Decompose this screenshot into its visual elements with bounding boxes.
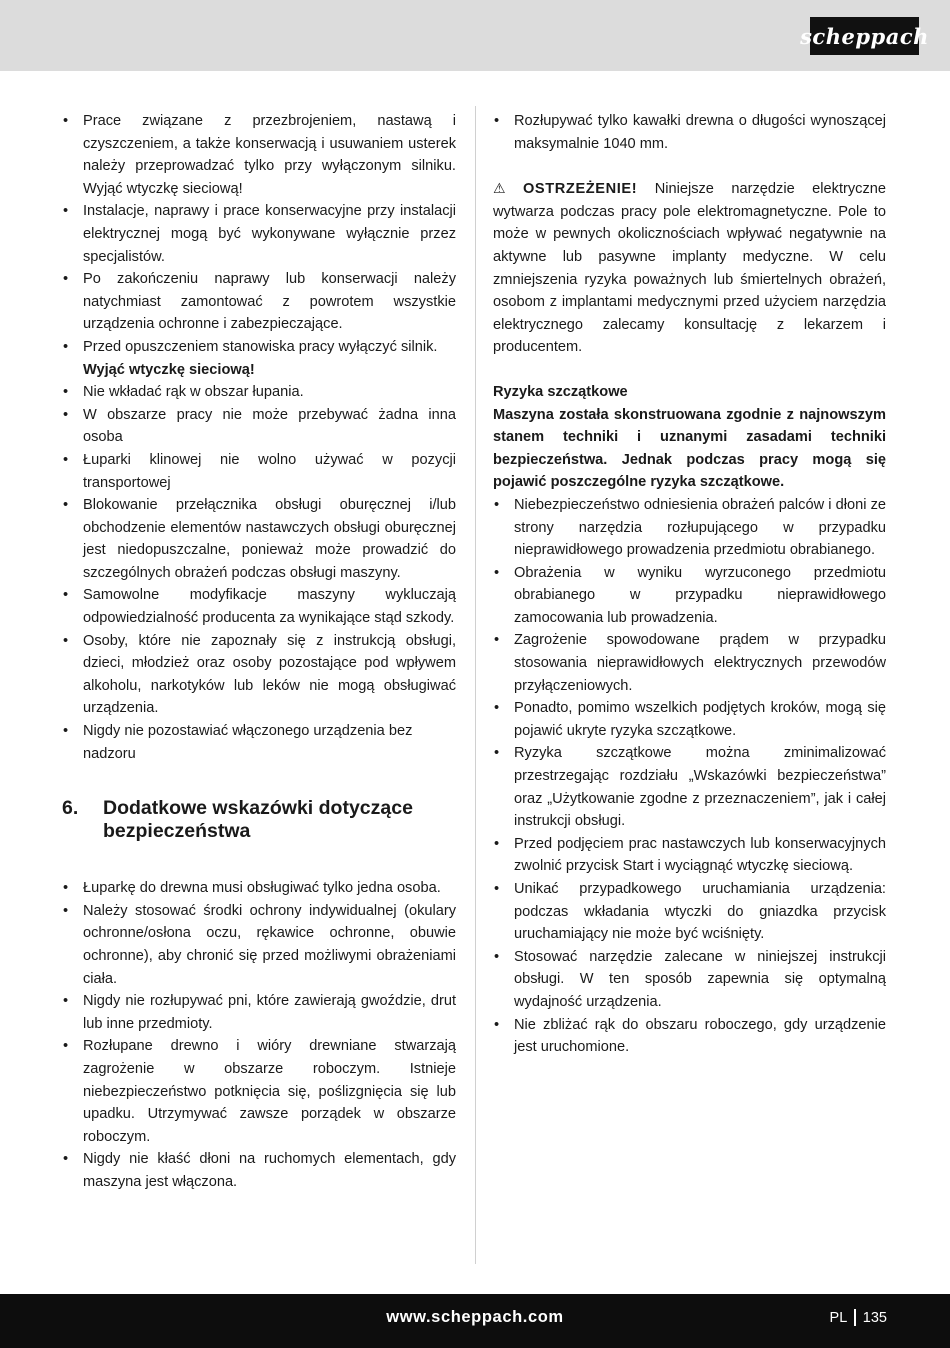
list-item: • Rozłupane drewno i wióry drewniane stwarzają zagrożenie w obszarze roboczym. Istnieje niebezpieczeństwo potknięcia się, poślizgnięcia się lub upadku. Utrzymywać zawsze porządek w obszarze roboczym. — [62, 1035, 456, 1148]
list-item: • Instalacje, naprawy i prace konserwacyjne przy instalacji elektrycznej mogą być wykonywane wyłącznie przez specjalistów. — [62, 200, 456, 268]
list-item: • Łuparki klinowej nie wolno używać w pozycji transportowej — [62, 449, 456, 494]
section-heading — [62, 797, 456, 843]
page-info — [830, 1309, 887, 1326]
warning-icon: ⚠ — [493, 180, 519, 197]
section-title: Dodatkowe wskazówki dotyczące bezpieczeństwa — [103, 797, 413, 843]
emphasis-text: Wyjąć wtyczkę sieciową! — [83, 361, 255, 378]
list-item: • Nie wkładać rąk w obszar łupania. — [62, 381, 456, 404]
list-item: • Po zakończeniu naprawy lub konserwacji należy natychmiast zamontować z powrotem wszystkie urządzenia ochronne i zabezpieczające. — [62, 268, 456, 336]
safety-list-top — [62, 110, 456, 765]
footer-bar — [0, 1294, 950, 1348]
section-number: 6. — [62, 797, 79, 820]
header-bar — [0, 0, 950, 71]
list-item: • Przed opuszczeniem stanowiska pracy wyłączyć silnik. Wyjąć wtyczkę sieciową! — [62, 336, 456, 381]
list-item: • Samowolne modyfikacje maszyny wykluczają odpowiedzialność producenta za wynikające stąd szkody. — [62, 584, 456, 629]
warning-label: OSTRZEŻENIE! — [522, 181, 638, 198]
list-item: • Ryzyka szczątkowe można zminimalizować przestrzegając rozdziału „Wskazówki bezpieczeństwa” oraz „Użytkowanie zgodne z przeznaczeniem”, jak i całej instrukcji obsługi. — [493, 742, 886, 832]
website-link[interactable]: www.scheppach.com — [386, 1308, 564, 1326]
residual-risks-title: Ryzyka szczątkowe — [493, 383, 628, 400]
list-item: • Niebezpieczeństwo odniesienia obrażeń palców i dłoni ze strony narzędzia rozłupującego w przypadku nieprawidłowego prowadzenia przedmiotu obrabianego. — [493, 494, 886, 562]
length-list — [493, 110, 886, 155]
list-item: • Rozłupywać tylko kawałki drewna o długości wynoszącej maksymalnie 1040 mm. — [493, 110, 886, 155]
list-item: • Blokowanie przełącznika obsługi oburęcznej i/lub obchodzenie elementów nastawczych obsługi oburęcznej jest niedopuszczalne, ponieważ może prowadzić do szczególnych obrażeń podczas obsługi maszyny. — [62, 494, 456, 584]
list-item: • Przed podjęciem prac nastawczych lub konserwacyjnych zwolnić przycisk Start i wyciągnąć wtyczkę sieciową. — [493, 833, 886, 878]
column-divider — [475, 106, 476, 1264]
warning-paragraph — [493, 177, 886, 359]
residual-risks-list — [493, 494, 886, 1059]
list-item: • Ponadto, pomimo wszelkich podjętych kroków, mogą się pojawić ukryte ryzyka szczątkowe. — [493, 697, 886, 742]
list-item: • Należy stosować środki ochrony indywidualnej (okulary ochronne/osłona oczu, rękawice ochronne, obuwie ochronne), aby chronić się przed możliwymi obrażeniami ciała. — [62, 900, 456, 990]
list-item: • Nigdy nie kłaść dłoni na ruchomych elementach, gdy maszyna jest włączona. — [62, 1148, 456, 1193]
list-item: • Prace związane z przezbrojeniem, nastawą i czyszczeniem, a także konserwacją i usuwaniem usterek należy przeprowadzać tylko przy wyłączonym silniku. Wyjąć wtyczkę sieciową! — [62, 110, 456, 200]
list-item: • Nie zbliżać rąk do obszaru roboczego, gdy urządzenie jest uruchomione. — [493, 1014, 886, 1059]
warning-text: Niniejsze narzędzie elektryczne wytwarza podczas pracy pole elektromagnetyczne. Pole to może w pewnych okolicznościach wpływać negatywnie na aktywne lub pasywne implanty medyczne. W celu zmniejszenia ryzyka poważnych lub śmiertelnych obrażeń, osobom z implantami medycznymi przed użyciem narzędzia elektrycznego zalecamy konsultację z lekarzem i producentem. — [493, 181, 886, 356]
list-item: • Nigdy nie pozostawiać włączonego urządzenia bez nadzoru — [62, 720, 456, 765]
list-item: • W obszarze pracy nie może przebywać żadna inna osoba — [62, 404, 456, 449]
right-column — [493, 110, 886, 1059]
list-item: • Łuparkę do drewna musi obsługiwać tylko jedna osoba. — [62, 877, 456, 900]
scheppach-logo: scheppach — [810, 17, 919, 55]
list-item: • Obrażenia w wyniku wyrzuconego przedmiotu obrabianego w przypadku nieprawidłowego zamocowania lub prowadzenia. — [493, 562, 886, 630]
list-item: • Osoby, które nie zapoznały się z instrukcją obsługi, dzieci, młodzież oraz osoby pozostające pod wpływem alkoholu, narkotyków lub leków nie mogą obsługiwać urządzenia. — [62, 630, 456, 720]
residual-risks-intro: Maszyna została skonstruowana zgodnie z najnowszym stanem techniki i uznanymi zasadami techniki bezpieczeństwa. Jednak podczas pracy mogą się pojawić poszczególne ryzyka szczątkowe. — [493, 406, 886, 491]
list-item: • Unikać przypadkowego uruchamiania urządzenia: podczas wkładania wtyczki do gniazdka przycisk uruchamiający nie może być wciśnięty. — [493, 878, 886, 946]
list-item: • Nigdy nie rozłupywać pni, które zawierają gwoździe, drut lub inne przedmioty. — [62, 990, 456, 1035]
list-item: • Zagrożenie spowodowane prądem w przypadku stosowania nieprawidłowych elektrycznych przewodów przyłączeniowych. — [493, 629, 886, 697]
left-column — [62, 110, 456, 1194]
list-item: • Stosować narzędzie zalecane w niniejszej instrukcji obsługi. W ten sposób zapewnia się optymalną wydajność urządzenia. — [493, 946, 886, 1014]
language-code: PL — [829, 1309, 848, 1326]
safety-list-bottom — [62, 877, 456, 1193]
page-number: 135 — [862, 1309, 887, 1326]
separator — [854, 1309, 856, 1326]
